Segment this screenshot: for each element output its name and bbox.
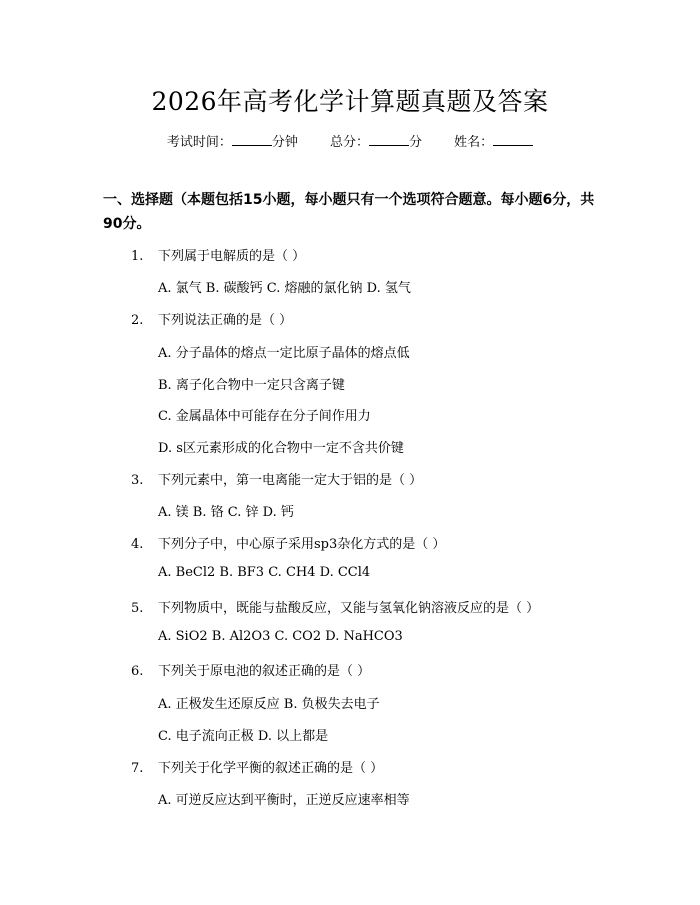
- time-blank: [232, 133, 272, 146]
- question-number: 6.: [131, 664, 144, 679]
- question-7: [131, 757, 383, 776]
- question-3-options: A. 镁 B. 铬 C. 锌 D. 钙: [158, 505, 294, 520]
- exam-info: [0, 131, 700, 150]
- question-6: [131, 660, 370, 679]
- time-unit: 分钟: [271, 135, 298, 150]
- name-label: 姓名：: [454, 135, 494, 150]
- score-field: [330, 131, 422, 150]
- question-2-option-a: A. 分子晶体的熔点一定比原子晶体的熔点低: [158, 346, 410, 361]
- name-blank: [493, 133, 533, 146]
- question-1: [131, 245, 305, 264]
- question-2-option-b: B. 离子化合物中一定只含离子键: [158, 378, 345, 393]
- question-number: 7.: [131, 761, 144, 776]
- score-unit: 分: [409, 135, 423, 150]
- question-text: 下列属于电解质的是（ ）: [158, 249, 306, 264]
- question-number: 3.: [131, 473, 144, 488]
- score-blank: [369, 133, 409, 146]
- question-number: 4.: [131, 537, 144, 552]
- question-text: 下列关于化学平衡的叙述正确的是（ ）: [158, 761, 384, 776]
- score-label: 总分：: [329, 135, 369, 150]
- question-7-option-a: A. 可逆反应达到平衡时，正逆反应速率相等: [158, 793, 410, 808]
- question-number: 1.: [131, 249, 144, 264]
- section-heading: 一、选择题（本题包括15小题，每小题只有一个选项符合题意。每小题6分，共90分。: [103, 192, 595, 232]
- question-4: [131, 533, 445, 552]
- question-number: 2.: [131, 313, 144, 328]
- question-6-options-ab: A. 正极发生还原反应 B. 负极失去电子: [158, 697, 380, 712]
- question-2: [131, 309, 292, 328]
- question-1-options: A. 氯气 B. 碳酸钙 C. 熔融的氯化钠 D. 氢气: [158, 281, 411, 296]
- name-field: [454, 131, 533, 150]
- question-6-options-cd: C. 电子流向正极 D. 以上都是: [158, 729, 329, 744]
- time-label: 考试时间：: [166, 135, 232, 150]
- question-4-options: A. BeCl2 B. BF3 C. CH4 D. CCl4: [158, 565, 371, 580]
- page-title: 2026年高考化学计算题真题及答案: [151, 87, 549, 116]
- question-text: 下列关于原电池的叙述正确的是（ ）: [158, 664, 371, 679]
- question-number: 5.: [131, 601, 144, 616]
- question-5-options: A. SiO2 B. Al2O3 C. CO2 D. NaHCO3: [158, 629, 403, 644]
- question-text: 下列元素中，第一电离能一定大于铝的是（ ）: [158, 473, 423, 488]
- question-2-option-d: D. s区元素形成的化合物中一定不含共价键: [158, 441, 404, 456]
- question-5: [131, 597, 539, 616]
- question-text: 下列分子中，中心原子采用sp3杂化方式的是（ ）: [158, 537, 446, 552]
- question-text: 下列物质中，既能与盐酸反应，又能与氢氧化钠溶液反应的是（ ）: [158, 601, 540, 616]
- question-2-option-c: C. 金属晶体中可能存在分子间作用力: [158, 409, 371, 424]
- question-text: 下列说法正确的是（ ）: [158, 313, 293, 328]
- question-3: [131, 469, 422, 488]
- time-field: [167, 131, 298, 150]
